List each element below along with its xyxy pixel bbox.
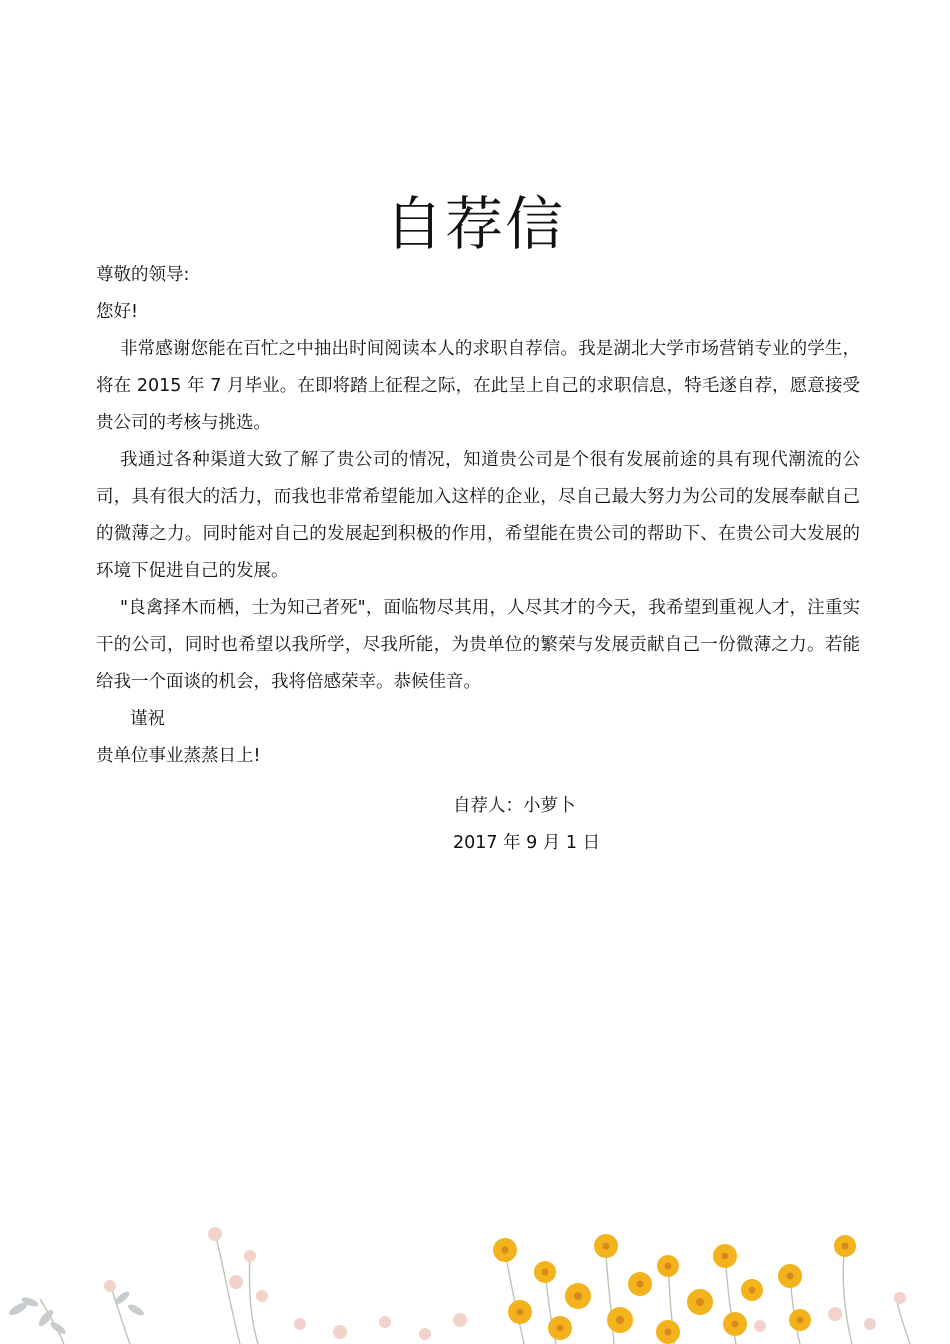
flower-stems xyxy=(40,1232,910,1344)
letter-title: 自荐信 xyxy=(384,190,565,258)
paragraph-motivation: "良禽择木而栖，士为知己者死"，面临物尽其用，人尽其才的今天，我希望到重视人才，注重实干的公司，同时也希望以我所学，尽我所能，为贵单位的繁荣与发展贡献自己一份微薄之力。若能给我一个面谈的机会，我将倍感荣幸。恭候佳音。 xyxy=(96,598,860,692)
salutation: 尊敬的领导: xyxy=(96,265,190,285)
paragraph-intro: 非常感谢您能在百忙之中抽出时间阅读本人的求职自荐信。我是湖北大学市场营销专业的学生，将在 2015 年 7 月毕业。在即将踏上征程之际，在此呈上自己的求职信息，特毛遂自荐，愿意接受贵公司的考核与挑选。 xyxy=(96,339,860,433)
wish: 贵单位事业蒸蒸日上! xyxy=(96,746,261,766)
greeting: 您好! xyxy=(96,302,139,322)
date: 2017 年 9 月 1 日 xyxy=(453,833,601,853)
letter-body xyxy=(96,257,860,775)
signature: 自荐人：小萝卜 xyxy=(453,796,576,816)
signature-block xyxy=(453,788,600,862)
flower-decoration xyxy=(0,1224,950,1344)
closing: 谨祝 xyxy=(130,709,165,729)
paragraph-company: 我通过各种渠道大致了解了贵公司的情况，知道贵公司是个很有发展前途的具有现代潮流的公司，具有很大的活力，而我也非常希望能加入这样的企业，尽自己最大努力为公司的发展奉献自己的微薄之力。同时能对自己的发展起到积极的作用，希望能在贵公司的帮助下、在贵公司大发展的环境下促进自己的发展。 xyxy=(96,450,860,581)
